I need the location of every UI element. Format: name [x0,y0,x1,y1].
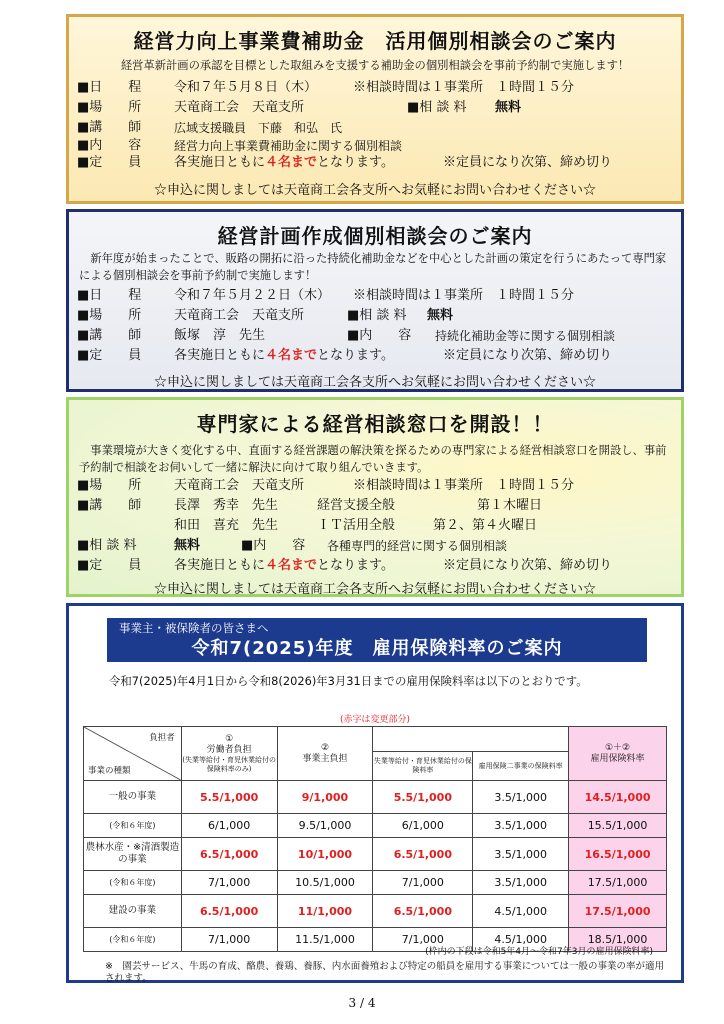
s1-fee-value: 無料 [495,100,522,115]
s2-date-value: 令和７年５月２２日（木） [174,288,331,303]
consultation-box-1 [66,14,684,204]
row-total-rate: 14.5/1,000 [569,781,667,814]
table-header-row-1 [84,727,667,752]
insurance-table-footnote: (枠内の下段は令和5年4月～令和7年3月の雇用保険料率) [425,947,653,957]
row-prev-total-rate: 17.5/1,000 [569,871,667,895]
insurance-header [107,618,647,662]
s3-content-value: 各種専門的経営に関する個別相談 [327,539,508,553]
row-worker-rate: 6.5/1,000 [181,838,277,871]
row-worker-rate: 5.5/1,000 [181,781,277,814]
s1-cap-label: ■定 員 [77,155,142,170]
header-worker: ① 労働者負担 (失業等給付・育児休業給付の保険料率のみ) [181,727,277,781]
table-row [84,895,667,928]
header-employer: ② 事業主負担 [277,727,373,781]
s3-lecturer1-field: 経営支援全般 [317,498,396,513]
s1-content-label: ■内 容 [77,138,142,153]
row-category: 建設の事業 [84,895,182,928]
header-type: 事業の種類 [88,766,131,776]
row-prev-worker-rate: 7/1,000 [181,928,277,952]
s2-content-label: ■内 容 [347,328,412,343]
header-burden: 負担者 [149,733,175,743]
row-employer-two-programs-rate: 3.5/1,000 [473,838,569,871]
row-prev-worker-rate: 7/1,000 [181,871,277,895]
table-row-previous [84,814,667,838]
s3-contact-note: ☆申込に関しましては天竜商工会各支所へお気軽にお問い合わせください☆ [153,582,596,597]
s3-cap-note: ※定員になり次第、締め切り [443,558,613,573]
s3-place-note: ※相談時間は１事業所 １時間１５分 [353,478,575,493]
s3-fee-value: 無料 [174,538,201,553]
insurance-exception-note: ※ 園芸サービス、牛馬の育成、酪農、養鶏、養豚、内水面養殖および特定の船員を雇用する事業については一般の事業の率が適用されます。 [105,961,665,984]
table-row [84,781,667,814]
s3-lecturer1-name: 長澤 秀幸 先生 [174,498,279,513]
row-prev-label: (令和６年度) [84,928,182,952]
row-prev-employer-two-programs-rate: 4.5/1,000 [473,928,569,952]
s1-cap-note: ※定員になり次第、締め切り [443,155,613,170]
s3-lecturer2-day: 第２、第４火曜日 [433,518,538,533]
s3-lecturer-label: ■講 師 [77,498,142,513]
row-employer-rate: 10/1,000 [277,838,373,871]
section-2-title: 経営計画作成個別相談会のご案内 [217,224,533,248]
s3-lecturer2-field: ＩＴ活用全般 [317,518,396,533]
page-number: 3 / 4 [348,996,376,1010]
header-employer-breakdown [373,727,569,752]
s3-lecturer1-day: 第１木曜日 [477,498,543,513]
row-prev-worker-rate: 6/1,000 [181,814,277,838]
s2-cap-note: ※定員になり次第、締め切り [443,348,613,363]
insurance-rate-box [66,603,684,983]
s1-lecturer-label: ■講 師 [77,120,142,135]
row-employer-unemployment-rate: 6.5/1,000 [373,895,473,928]
row-employer-unemployment-rate: 5.5/1,000 [373,781,473,814]
row-employer-rate: 11/1,000 [277,895,373,928]
header-employer-two-programs: 雇用保険二事業の保険料率 [473,752,569,781]
row-employer-two-programs-rate: 3.5/1,000 [473,781,569,814]
s3-content-label: ■内 容 [241,538,306,553]
row-employer-two-programs-rate: 4.5/1,000 [473,895,569,928]
row-prev-label: (令和６年度) [84,814,182,838]
s1-place-label: ■場 所 [77,100,142,115]
s2-cap-label: ■定 員 [77,348,142,363]
s3-cap-label: ■定 員 [77,558,142,573]
row-prev-total-rate: 18.5/1,000 [569,928,667,952]
row-prev-employer-unemployment-rate: 7/1,000 [373,871,473,895]
row-employer-rate: 9/1,000 [277,781,373,814]
header-corner [84,727,182,781]
s2-place-label: ■場 所 [77,308,142,323]
row-total-rate: 17.5/1,000 [569,895,667,928]
row-prev-employer-unemployment-rate: 6/1,000 [373,814,473,838]
row-prev-employer-two-programs-rate: 3.5/1,000 [473,814,569,838]
s3-fee-label: ■相 談 料 [77,538,137,553]
section-1-title: 経営力向上事業費補助金 活用個別相談会のご案内 [133,29,617,53]
s1-content-value: 経営力向上事業費補助金に関する個別相談 [174,139,403,153]
insurance-rate-table [83,726,667,952]
row-prev-employer-rate: 10.5/1,000 [277,871,373,895]
insurance-red-note: (赤字は変更部分) [339,715,411,725]
row-prev-employer-two-programs-rate: 3.5/1,000 [473,871,569,895]
s2-place-value: 天竜商工会 天竜支所 [174,308,305,323]
s1-lecturer-value: 広域支援職員 下藤 和弘 氏 [174,121,343,135]
row-prev-employer-rate: 11.5/1,000 [277,928,373,952]
s2-fee-label: ■相 談 料 [347,308,407,323]
s2-contact-note: ☆申込に関しましては天竜商工会各支所へお気軽にお問い合わせください☆ [153,375,596,390]
row-category: 一般の事業 [84,781,182,814]
s3-place-label: ■場 所 [77,478,142,493]
section-2-intro: 新年度が始まったことで、販路の開拓に沿った持続化補助金などを中心とした計画の策定を行うにあたって専門家による個別相談会を事前予約制で実施します！ [79,252,667,282]
section-3-intro: 事業環境が大きく変化する中、直面する経営課題の解決策を探るための専門家による経営相談窓口を開設し、事前予約制で相談をお伺いして一緒に解決に向けて取り組んでいきます。 [79,444,667,474]
row-prev-employer-unemployment-rate: 7/1,000 [373,928,473,952]
header-total: ①＋② 雇用保険料率 [569,727,667,781]
s1-date-label: ■日 程 [77,80,142,95]
s2-content-value: 持続化補助金等に関する個別相談 [435,329,616,343]
table-row-previous [84,871,667,895]
row-employer-unemployment-rate: 6.5/1,000 [373,838,473,871]
consultation-box-3 [66,397,684,597]
s3-place-value: 天竜商工会 天竜支所 [174,478,305,493]
s2-lecturer-value: 飯塚 淳 先生 [174,328,266,343]
s1-date-value: 令和７年５月８日（木） [174,80,318,95]
row-prev-label: (令和６年度) [84,871,182,895]
s1-fee-label: ■相 談 料 [407,100,467,115]
s3-cap-value: 各実施日ともに４名までとなります。 [174,558,394,573]
insurance-title: 令和7(2025)年度 雇用保険料率のご案内 [191,638,563,659]
insurance-subtitle: 事業主・被保険者の皆さまへ [119,621,269,635]
s1-cap-value: 各実施日ともに４名までとなります。 [174,155,394,170]
s1-date-note: ※相談時間は１事業所 １時間１５分 [353,80,575,95]
section-3-title: 専門家による経営相談窓口を開設！！ [196,412,554,436]
row-prev-total-rate: 15.5/1,000 [569,814,667,838]
row-prev-employer-rate: 9.5/1,000 [277,814,373,838]
consultation-box-2 [66,209,684,392]
row-category: 農林水産・※清酒製造の事業 [84,838,182,871]
s2-date-label: ■日 程 [77,288,142,303]
s2-lecturer-label: ■講 師 [77,328,142,343]
s2-cap-value: 各実施日ともに４名までとなります。 [174,348,394,363]
s1-place-value: 天竜商工会 天竜支所 [174,100,305,115]
row-worker-rate: 6.5/1,000 [181,895,277,928]
row-total-rate: 16.5/1,000 [569,838,667,871]
s3-lecturer2-name: 和田 喜充 先生 [174,518,279,533]
s1-contact-note: ☆申込に関しましては天竜商工会各支所へお気軽にお問い合わせください☆ [153,183,596,198]
s2-date-note: ※相談時間は１事業所 １時間１５分 [353,288,575,303]
s2-fee-value: 無料 [427,308,454,323]
table-row [84,838,667,871]
section-1-intro: 経営革新計画の承認を目標とした取組みを支援する補助金の個別相談会を事前予約制で実施します！ [120,59,630,72]
insurance-intro: 令和7(2025)年4月1日から令和8(2026)年3月31日までの雇用保険料率は以下のとおりです。 [109,674,588,688]
header-employer-unemployment: 失業等給付・育児休業給付の保険料率 [373,752,473,781]
